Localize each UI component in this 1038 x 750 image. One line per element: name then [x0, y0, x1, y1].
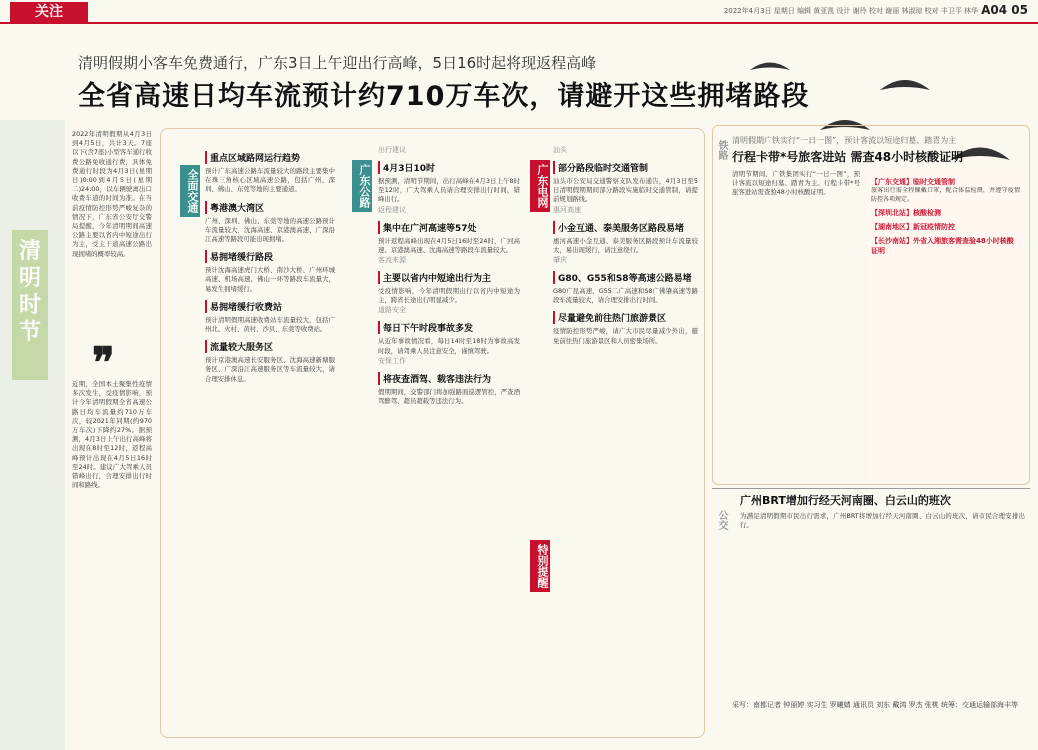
- qingming-banner: 清 明 时 节: [12, 230, 48, 380]
- page-header: [0, 0, 1038, 24]
- column-c: 汕头 部分路段临时交通管制 汕头市公安局交通警察支队发布通告，4月3日至5日清明假期期间部分路段实施临时交通管制，请提前规划路线。 惠河高速 小金互通、泰美服务区路段易堵 惠河高速小金互通、泰美服务区路段预计车流量较大，易出现缓行，请注意绕行。 肇庆 G80、G55和S8等高速公路易堵 G80广昆高速、G55二广高速和S8广佛肇高速等路段车流量较大，请合理安排出行时间。 尽量避免前往热门旅游景区 疫情防控形势严峻，请广大市民尽量减少外出，避免前往热门旅游景区和人员密集场所。: [553, 146, 698, 345]
- label-e: 特别提醒: [530, 540, 550, 592]
- rail-notes: 【广东交通】临时交通管制 旅客出行需全程佩戴口罩，配合体温检测，并遵守疫情防控各项规定。 【深圳北站】核酸检测 【湖南地区】新冠疫情防控 【长沙南站】外省入湘旅客需查验48小时核酸证明: [868, 170, 1023, 480]
- quote-mark-icon: ❞: [92, 338, 115, 387]
- label-b: 广东公路: [352, 160, 372, 212]
- label-a: 全面交通: [180, 165, 200, 217]
- label-c: 广东电网: [530, 160, 550, 212]
- column-a: 重点区域路网运行趋势 预计广东高速公路车流量较大的路段主要集中在珠三角核心区域高速公路，包括广州、深圳、佛山、东莞等地的主要通道。 粤港澳大湾区 广州、深圳、佛山、东莞等地的高速公路预计车流量较大，沈海高速、京港澳高速、广深沿江高速等路段可能出现拥堵。 易拥堵缓行路段 预计沈海高速虎门大桥、南沙大桥、广州环城高速、机场高速、佛山一环等路段车流量大，易发生拥堵缓行。 易拥堵缓行收费站 预计清明假期高速收费站车流量较大，包括广州北、火村、黄村、沙贝、东莞等收费站。 流量较大服务区 预计京港澳高速长安服务区、沈海高速新塘服务区、广深沿江高速服务区等车流量较大，请合理安排休息。: [205, 145, 335, 725]
- rail-title: 行程卡带*号旅客进站 需查48小时核酸证明: [732, 150, 964, 164]
- rail-label: 铁路: [716, 140, 727, 160]
- headline-subtitle: 清明假期小客车免费通行，广东3日上午迎出行高峰，5日16时起将现返程高峰: [78, 54, 597, 72]
- credits: 采写：南都记者 钟丽婷 实习生 罗曦婧 通讯员 刘东 戴鸿 罗杰 张桃 统筹：交通运输部海丰等: [732, 701, 1019, 709]
- intro-body: 近期，全国本土聚集性疫情多次发生，受疫情影响，预计今年清明假期全省高速公路日均车流量约710万车次，较2021年同期(约970万车次)下降约27%。据预测，4月3日上午出行高峰将出现在8时至12时，返程高峰预计出现在4月5日16时至24时。建议广大驾乘人员错峰出行，合理安排出行时间和路线。: [72, 380, 152, 490]
- bus-label: 公交: [716, 510, 727, 530]
- section-tag: 关注: [10, 2, 88, 22]
- intro-paragraph: 2022年清明假期从4月3日到4月5日，共计3天。7座以下(含7座)小型客车通行收费公路免收通行费，具体免费通行时段为4月3日(星期日)0:00到4月5日(星期二)24:00，以车辆驶离出口收费车道的时间为准。在当前疫情防控形势严峻复杂的情况下，广东省公安厅交警局提醒，今年清明期间高速公路主要以省内中短途出行为主，受主干道高速公路出现拥堵的概率较高。: [72, 130, 152, 258]
- column-b: 出行建议 4月3日10时 据预测，清明节期间，出行高峰在4月3日上午8时至12时，广大驾乘人员请合理安排出行时间，错峰出行。 返程建议 集中在广河高速等57处 预计返程高峰出现在4月5日16时至24时，广河高速、京港澳高速、沈海高速等路段车流量较大。 客流来源 主要以省内中短途出行为主 受疫情影响，今年清明假期出行以省内中短途为主，跨省长途出行明显减少。 道路安全 每日下午时段事故多发 从近年事故情况看，每日14时至18时为事故高发时段，请驾乘人员注意安全，谨慎驾驶。 安保工作 将夜查酒驾、载客违法行为 假期期间，交警部门将加强路面巡逻管控，严查酒驾醉驾、超员超载等违法行为。: [378, 146, 520, 406]
- page-meta: 2022年4月3日 星期日 编辑 黄亚凯 设计 谢玲 校对 谢丽 林淑琼 校对 丰卫平 林华: [723, 7, 978, 15]
- rail-pre: 清明假期广铁实行“一日一图”，预计客流以短途归墓、踏青为主: [732, 136, 957, 145]
- brt-body: 为满足清明假期市民出行需求，广州BRT将增加行经天河南圈、白云山的班次，请市民合理安排出行。: [740, 512, 1025, 530]
- page-number: A04 05: [981, 3, 1028, 17]
- rail-body: 清明节期间，广铁集团实行“一日一图”，预计客流以短途归墓、踏青为主。行程卡带*号旅客进站需查验48小时核酸证明。: [732, 170, 860, 197]
- brt-title: 广州BRT增加行经天河南圈、白云山的班次: [740, 494, 951, 507]
- headline-title: 全省高速日均车流预计约710万车次，请避开这些拥堵路段: [78, 81, 810, 112]
- left-sidebar: [0, 120, 65, 750]
- divider: [712, 488, 1030, 489]
